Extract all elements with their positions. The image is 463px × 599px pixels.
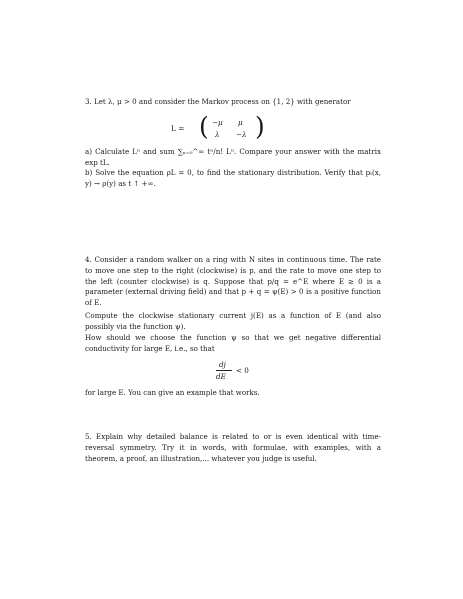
inequality-relation: < 0: [236, 366, 249, 375]
problem-4-text-3: How should we choose the function ψ so that we get negative differential conductivity for large E, i.e., so that: [85, 333, 381, 353]
matrix-a12: μ: [238, 118, 243, 127]
left-paren: (: [199, 112, 209, 141]
problem-4-text-1: 4. Consider a random walker on a ring with N sites in continuous time. The rate to move one step to the right (clockwise) is p, and the rate to move one step to the left (counter clockwise) is q. Suppose that p/q = e^E where E ≥ 0 is a parameter (external driving field) and that p + q = ψ(E) > 0 is a positive function of E.: [85, 255, 381, 308]
problem-5-text: 5. Explain why detailed balance is related to or is even identical with time-reversal symmetry. Try it in words, with formulae, with examples, with a theorem, a proof, an illustration,... whatever you judge is useful.: [85, 432, 381, 463]
matrix-a21: λ: [215, 130, 220, 139]
problem-3-part-a: a) Calculate Lⁿ and sum ∑ₙ₌₀^∞ tⁿ/n! Lⁿ. Compare your answer with the matrix exp tL.: [85, 147, 381, 167]
fraction-bar: [216, 370, 232, 371]
matrix-a22: −λ: [236, 130, 247, 139]
derivative-inequality: [214, 360, 254, 384]
matrix-a11: −μ: [212, 118, 223, 127]
right-paren: ): [255, 112, 265, 141]
matrix-label: L =: [171, 124, 185, 133]
problem-4-text-2: Compute the clockwise stationary current j(E) as a function of E (and also possibly via the function ψ).: [85, 311, 381, 331]
fraction-numerator: dj: [219, 360, 226, 369]
problem-4-text-4: for large E. You can give an example that works.: [85, 388, 260, 397]
problem-3-intro: 3. Let λ, μ > 0 and consider the Markov process on {1, 2} with generator: [85, 97, 351, 106]
fraction-denominator: dE: [216, 372, 226, 381]
generator-matrix: [199, 114, 269, 142]
problem-3-part-b: b) Solve the equation ρL = 0, to find the stationary distribution. Verify that pₜ(x, y) → ρ(y) as t ↑ +∞.: [85, 168, 381, 188]
